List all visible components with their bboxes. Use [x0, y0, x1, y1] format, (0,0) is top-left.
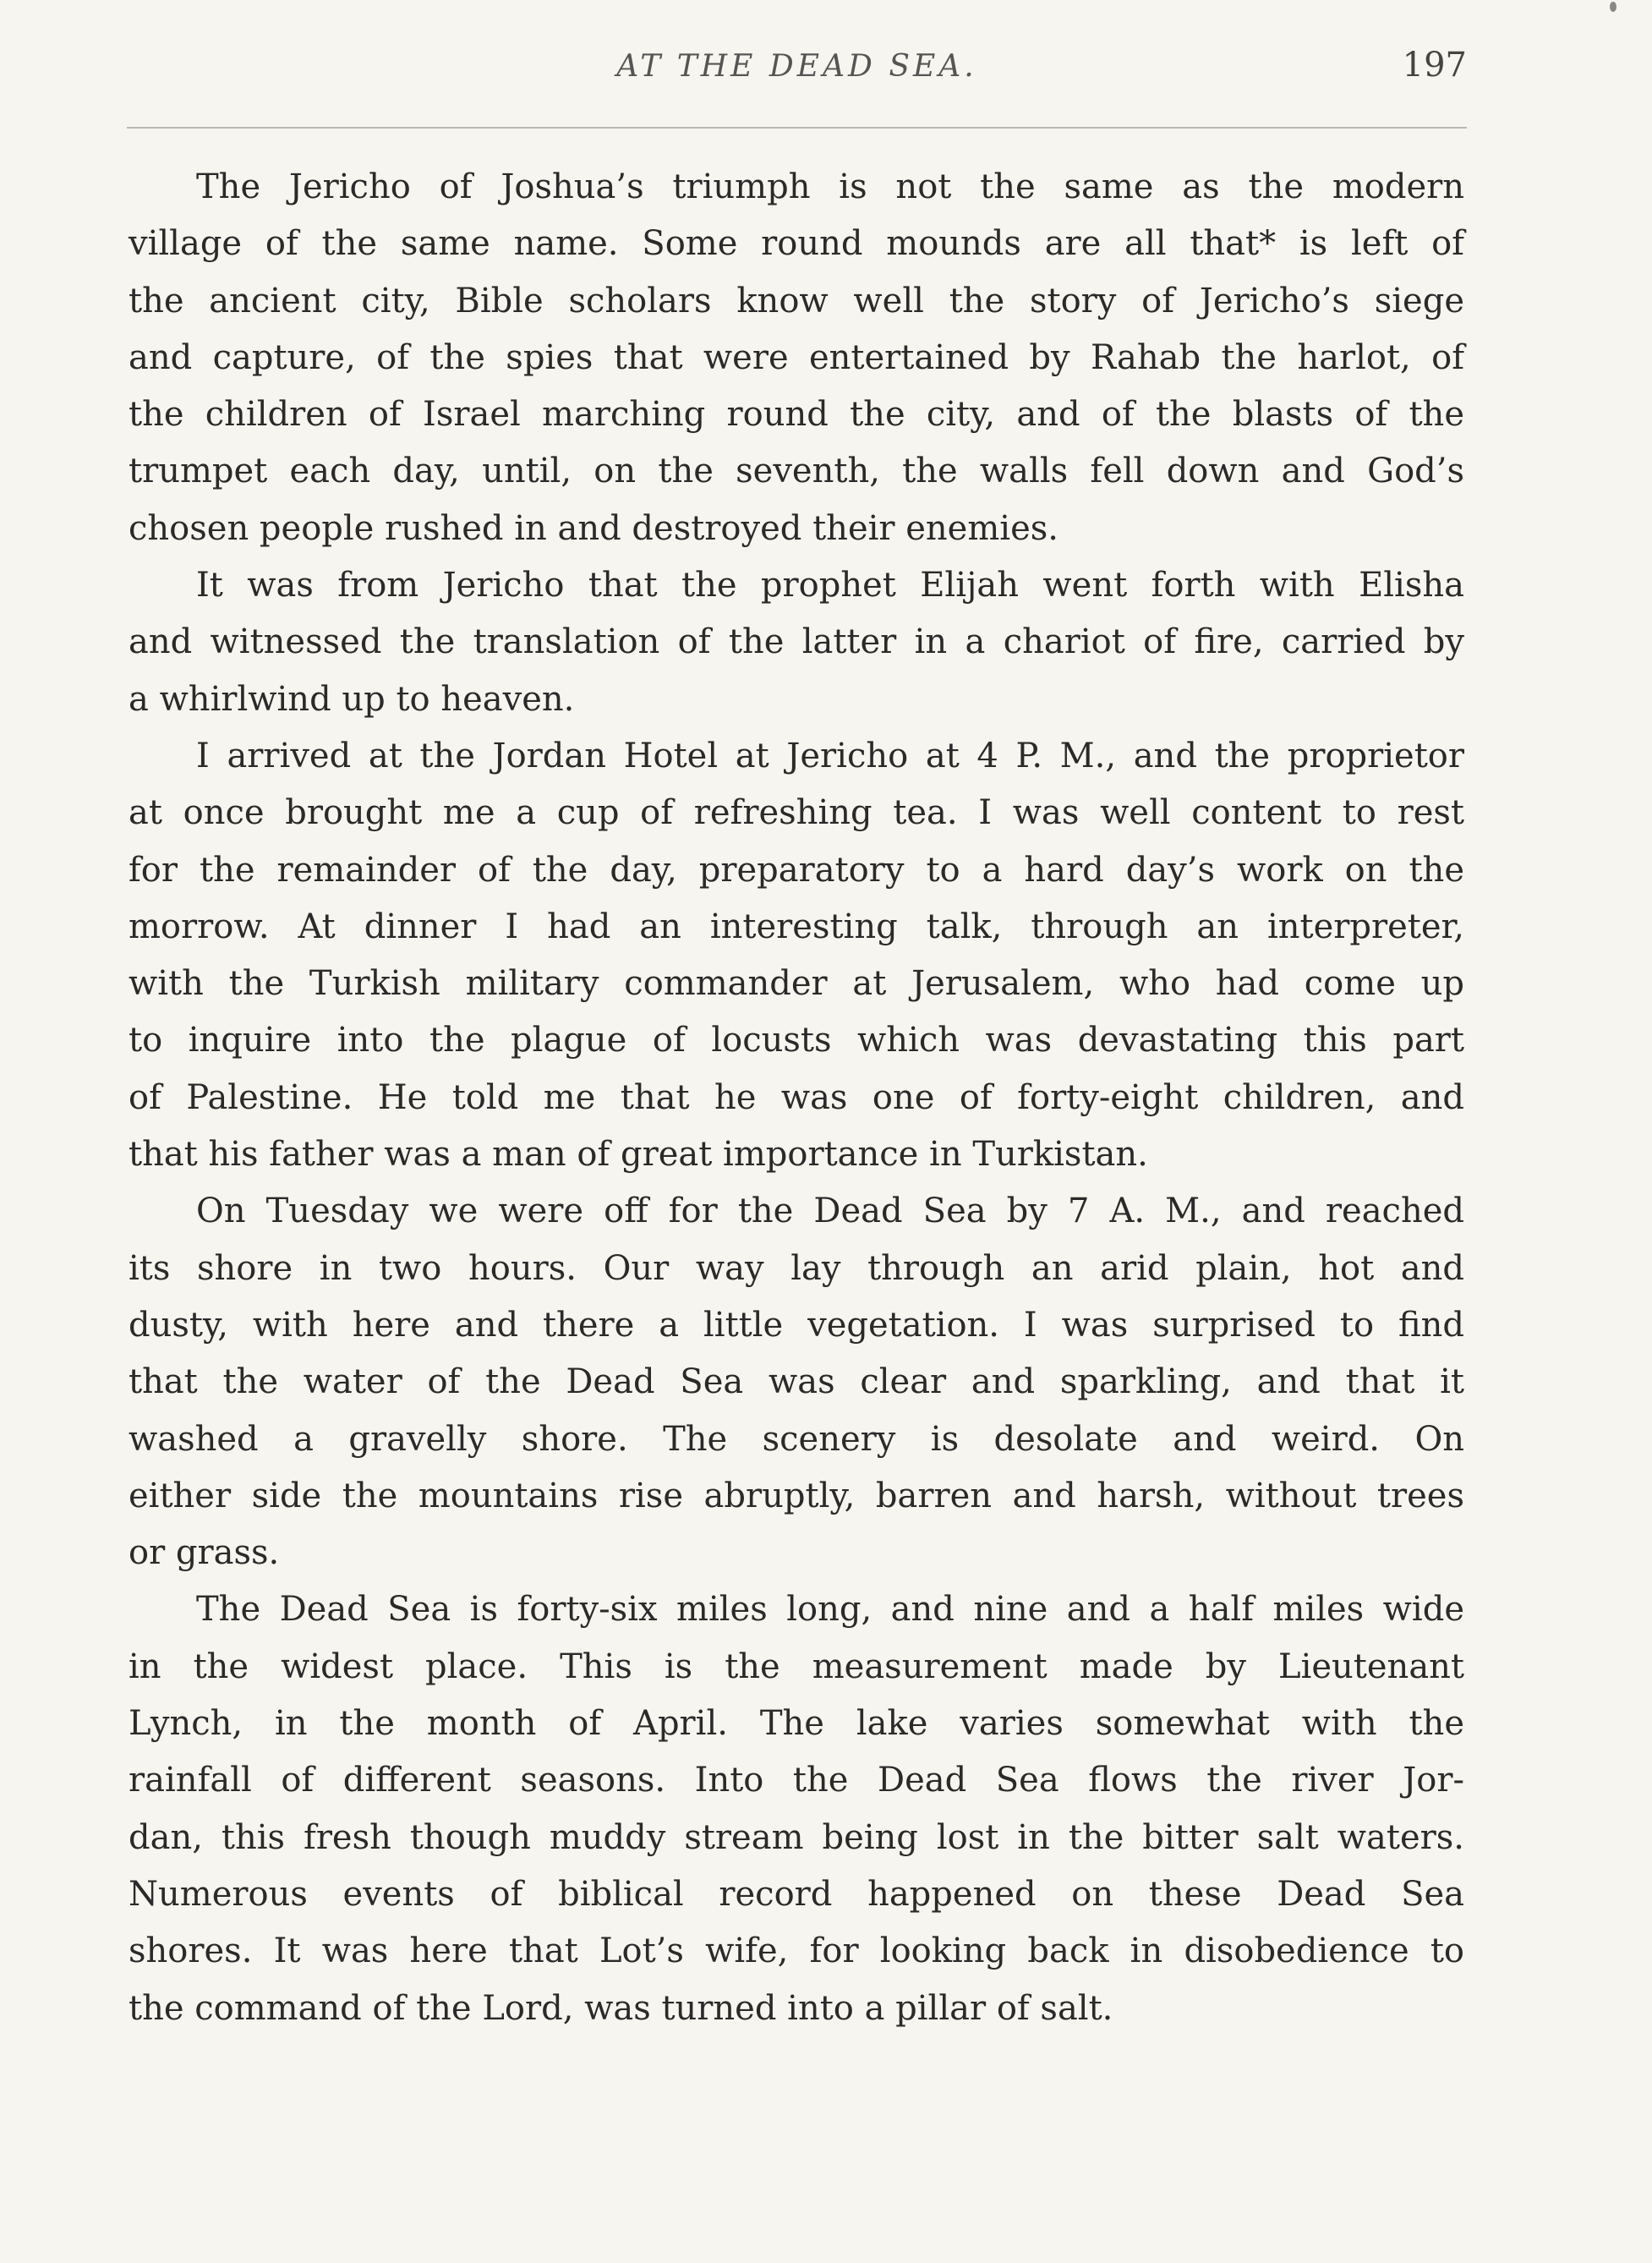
text-line: either side the mountains rise abruptly, barren and harsh, without trees [129, 1476, 1464, 1515]
text-line: the ancient city, Bible scholars know well the story of Jericho’s siege [129, 281, 1464, 321]
text-line: The Dead Sea is forty-six miles long, and nine and a half miles wide [196, 1590, 1464, 1630]
text-line: dusty, with here and there a little vegetation. I was surprised to find [129, 1305, 1464, 1345]
text-line: or grass. [129, 1533, 280, 1573]
text-line: that the water of the Dead Sea was clear and sparkling, and that it [129, 1362, 1464, 1402]
text-line: for the remainder of the day, preparatory to a hard day’s work on the [129, 850, 1464, 890]
text-line: its shore in two hours. Our way lay through an arid plain, hot and [129, 1248, 1464, 1288]
text-line: that his father was a man of great importance in Turkistan. [129, 1135, 1148, 1175]
text-line: The Jericho of Joshua’s triumph is not the same as the modern [196, 167, 1464, 206]
text-line: the children of Israel marching round the city, and of the blasts of the [129, 395, 1464, 435]
text-line: at once brought me a cup of refreshing tea. I was well content to rest [129, 793, 1464, 833]
text-line: village of the same name. Some round mounds are all that* is left of [129, 224, 1464, 264]
text-line: I arrived at the Jordan Hotel at Jericho at 4 P. M., and the proprietor [196, 736, 1464, 775]
text-line: in the widest place. This is the measurement made by Lieutenant [129, 1647, 1464, 1686]
text-line: to inquire into the plague of locusts which was devastating this part [129, 1021, 1464, 1060]
text-line: and witnessed the translation of the latter in a chariot of fire, carried by [129, 622, 1464, 662]
header-rule [127, 127, 1467, 129]
text-line: It was from Jericho that the prophet Elijah went forth with Elisha [196, 566, 1464, 605]
text-line: dan, this fresh though muddy stream being lost in the bitter salt waters. [129, 1817, 1464, 1857]
text-line: and capture, of the spies that were entertained by Rahab the harlot, of [129, 337, 1464, 377]
text-line: Lynch, in the month of April. The lake varies somewhat with the [129, 1704, 1464, 1744]
text-line: the command of the Lord, was turned into a pillar of salt. [129, 1988, 1113, 2028]
text-line: a whirlwind up to heaven. [129, 679, 575, 719]
text-line: washed a gravelly shore. The scenery is desolate and weird. On [129, 1419, 1464, 1459]
text-line: shores. It was here that Lot’s wife, for looking back in disobedience to [129, 1931, 1464, 1971]
text-line: morrow. At dinner I had an interesting talk, through an interpreter, [129, 907, 1464, 946]
text-line: with the Turkish military commander at Jerusalem, who had come up [129, 964, 1464, 1004]
page-header [127, 42, 1467, 101]
body-text [129, 159, 1464, 2037]
text-line: On Tuesday we were off for the Dead Sea by 7 A. M., and reached [196, 1192, 1464, 1231]
text-line: rainfall of different seasons. Into the Dead Sea flows the river Jor- [129, 1761, 1464, 1800]
running-title: AT THE DEAD SEA. [616, 49, 977, 84]
text-line: trumpet each day, until, on the seventh, the walls fell down and God’s [129, 452, 1464, 491]
text-line: chosen people rushed in and destroyed their enemies. [129, 508, 1058, 548]
text-line: of Palestine. He told me that he was one of forty-eight children, and [129, 1077, 1464, 1117]
scan-speck [1610, 2, 1616, 12]
page-number: 197 [1402, 46, 1467, 85]
text-line: Numerous events of biblical record happened on these Dead Sea [129, 1874, 1464, 1914]
